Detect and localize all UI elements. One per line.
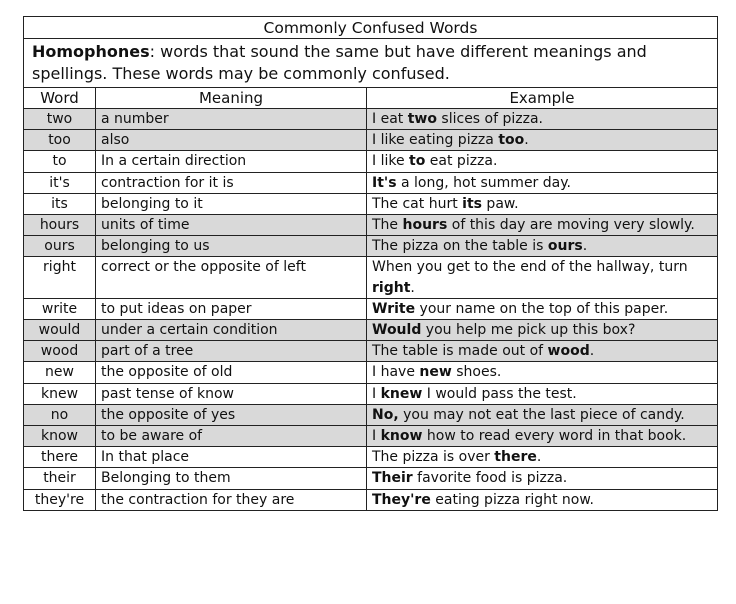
example-highlight: They're <box>372 491 431 508</box>
meaning-cell: belonging to us <box>96 236 367 257</box>
word-cell: no <box>24 404 96 425</box>
table-row <box>24 193 718 214</box>
meaning-cell: correct or the opposite of left <box>96 257 367 298</box>
word-cell: ours <box>24 236 96 257</box>
example-highlight: No, <box>372 406 399 423</box>
example-text: When you get to the end of the hallway, turn <box>372 259 688 276</box>
example-highlight: right <box>372 279 411 296</box>
example-text: . <box>536 449 542 466</box>
example-cell <box>367 172 718 193</box>
word-cell: two <box>24 109 96 130</box>
intro-text <box>24 39 718 88</box>
example-cell <box>367 320 718 341</box>
word-cell: right <box>24 257 96 298</box>
example-highlight: two <box>407 111 437 127</box>
table-row <box>24 426 718 447</box>
meaning-cell: the opposite of yes <box>96 404 367 425</box>
example-highlight: ours <box>547 238 583 255</box>
word-cell: know <box>24 426 96 447</box>
table-row <box>24 404 718 425</box>
example-text: I eat <box>372 111 408 127</box>
example-text: paw. <box>481 195 519 212</box>
table-row <box>24 215 718 236</box>
confused-words-table <box>23 16 718 511</box>
table-row <box>24 257 718 298</box>
meaning-cell: under a certain condition <box>96 320 367 341</box>
example-text: The cat hurt <box>372 195 463 212</box>
example-highlight: new <box>419 364 452 381</box>
example-text: . <box>524 132 529 149</box>
word-cell: new <box>24 362 96 383</box>
example-cell <box>367 193 718 214</box>
example-highlight: its <box>462 195 482 212</box>
meaning-cell: contraction for it is <box>96 172 367 193</box>
example-cell <box>367 130 718 151</box>
table-title: Commonly Confused Words <box>24 17 718 39</box>
example-text: a long, hot summer day. <box>396 174 571 191</box>
example-text: . <box>589 343 595 360</box>
meaning-cell: In a certain direction <box>96 151 367 172</box>
word-cell: their <box>24 468 96 489</box>
word-cell: wood <box>24 341 96 362</box>
example-highlight: to <box>409 153 426 170</box>
example-text: I like eating pizza <box>372 132 499 149</box>
example-text: how to read every word in that book. <box>422 428 687 445</box>
example-cell <box>367 426 718 447</box>
header-row <box>24 88 718 109</box>
example-highlight: Write <box>372 300 416 317</box>
table-body <box>24 109 718 511</box>
example-text: slices of pizza. <box>436 111 543 127</box>
word-cell: would <box>24 320 96 341</box>
table-row <box>24 130 718 151</box>
word-cell: write <box>24 298 96 319</box>
word-cell: it's <box>24 172 96 193</box>
example-cell <box>367 215 718 236</box>
example-text: of this day are moving very slowly. <box>447 217 695 234</box>
table-row <box>24 468 718 489</box>
table-row <box>24 172 718 193</box>
example-highlight: hours <box>402 217 448 234</box>
meaning-cell: belonging to it <box>96 193 367 214</box>
example-text: eating pizza right now. <box>430 491 594 508</box>
example-text: you help me pick up this box? <box>421 322 636 339</box>
intro-term: Homophones <box>32 42 150 61</box>
example-highlight: there <box>494 449 537 466</box>
table-row <box>24 298 718 319</box>
example-text: The pizza on the table is <box>372 238 548 255</box>
example-cell <box>367 236 718 257</box>
example-text: I have <box>372 364 420 381</box>
table-row <box>24 489 718 510</box>
meaning-cell: the contraction for they are <box>96 489 367 510</box>
example-text: shoes. <box>451 364 502 381</box>
meaning-cell: part of a tree <box>96 341 367 362</box>
example-cell <box>367 447 718 468</box>
table-row <box>24 320 718 341</box>
meaning-cell: Belonging to them <box>96 468 367 489</box>
example-cell <box>367 468 718 489</box>
example-text: I <box>372 428 381 445</box>
intro-row <box>24 39 718 88</box>
word-cell: they're <box>24 489 96 510</box>
meaning-cell: past tense of know <box>96 383 367 404</box>
example-highlight: It's <box>372 174 397 191</box>
meaning-cell: In that place <box>96 447 367 468</box>
title-row <box>24 17 718 39</box>
example-cell <box>367 109 718 130</box>
example-text: I would pass the test. <box>422 385 577 402</box>
header-meaning: Meaning <box>96 88 367 109</box>
meaning-cell: units of time <box>96 215 367 236</box>
word-cell: too <box>24 130 96 151</box>
example-cell <box>367 362 718 383</box>
example-text: The pizza is over <box>372 449 495 466</box>
table-row <box>24 341 718 362</box>
worksheet <box>23 16 717 511</box>
table-row <box>24 383 718 404</box>
example-cell <box>367 489 718 510</box>
example-text: I like <box>372 153 410 170</box>
example-cell <box>367 257 718 298</box>
example-text: . <box>582 238 588 255</box>
meaning-cell: the opposite of old <box>96 362 367 383</box>
example-highlight: wood <box>547 343 590 360</box>
intro-definition: : words that sound the same but have different meanings and spellings. These words may be commonly confused. <box>32 42 647 83</box>
example-text: favorite food is pizza. <box>412 470 568 487</box>
table-row <box>24 109 718 130</box>
meaning-cell: also <box>96 130 367 151</box>
example-highlight: Would <box>372 322 422 339</box>
example-text: The table is made out of <box>372 343 548 360</box>
meaning-cell: a number <box>96 109 367 130</box>
example-text: The <box>372 217 403 234</box>
example-text: eat pizza. <box>425 153 498 170</box>
example-text: . <box>410 279 415 296</box>
example-highlight: knew <box>380 385 423 402</box>
example-cell <box>367 341 718 362</box>
example-cell <box>367 298 718 319</box>
word-cell: knew <box>24 383 96 404</box>
example-highlight: too <box>498 132 525 149</box>
example-cell <box>367 383 718 404</box>
header-example: Example <box>367 88 718 109</box>
example-text: your name on the top of this paper. <box>415 300 669 317</box>
table-row <box>24 447 718 468</box>
word-cell: there <box>24 447 96 468</box>
table-row <box>24 236 718 257</box>
example-highlight: Their <box>372 470 413 487</box>
example-cell <box>367 151 718 172</box>
header-word: Word <box>24 88 96 109</box>
meaning-cell: to put ideas on paper <box>96 298 367 319</box>
table-row <box>24 151 718 172</box>
word-cell: hours <box>24 215 96 236</box>
word-cell: its <box>24 193 96 214</box>
meaning-cell: to be aware of <box>96 426 367 447</box>
example-text: you may not eat the last piece of candy. <box>398 406 685 423</box>
example-highlight: know <box>380 428 423 445</box>
example-text: I <box>372 385 381 402</box>
word-cell: to <box>24 151 96 172</box>
table-row <box>24 362 718 383</box>
example-cell <box>367 404 718 425</box>
